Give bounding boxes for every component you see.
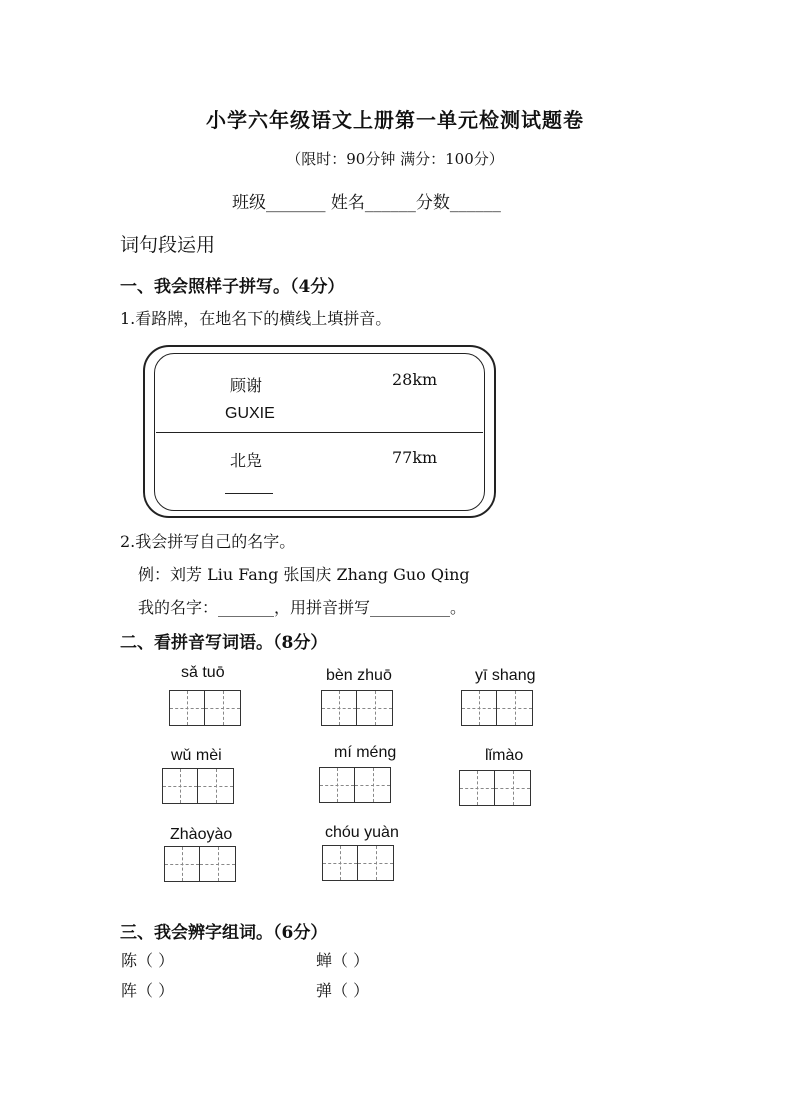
grid-cell[interactable] — [321, 690, 357, 726]
writing-grid[interactable] — [321, 690, 393, 726]
pinyin-label: bèn zhuō — [326, 667, 392, 684]
writing-grid[interactable] — [461, 690, 533, 726]
writing-grid[interactable] — [459, 770, 531, 806]
question-1-text: 1.看路牌，在地名下的横线上填拼音。 — [120, 309, 392, 328]
pinyin-label: yī shang — [475, 667, 536, 684]
pinyin-label: Zhàoyào — [170, 826, 233, 843]
grid-cell[interactable] — [200, 846, 236, 882]
time-score-info: （限时：90分钟 满分：100分） — [286, 150, 504, 168]
grid-cell[interactable] — [461, 690, 497, 726]
pinyin-label: lǐmào — [485, 747, 524, 764]
pinyin-label: mí méng — [334, 744, 397, 761]
sign-pinyin-blank[interactable] — [225, 493, 273, 494]
grid-cell[interactable] — [358, 845, 394, 881]
part3-heading: 三、我会辨字组词。（6分） — [120, 923, 328, 943]
road-sign-divider — [156, 432, 483, 433]
part1-heading: 一、我会照样子拼写。（4分） — [120, 277, 345, 297]
writing-grid[interactable] — [322, 845, 394, 881]
grid-cell[interactable] — [319, 767, 355, 803]
writing-grid[interactable] — [164, 846, 236, 882]
page-title: 小学六年级语文上册第一单元检测试题卷 — [206, 108, 584, 132]
section-title-word-sentence: 词句段运用 — [120, 234, 216, 256]
sign-place-1: 顾谢 — [230, 376, 263, 395]
grid-cell[interactable] — [459, 770, 495, 806]
sign-place-1-pinyin: GUXIE — [225, 405, 275, 422]
name-example: 例：刘芳 Liu Fang 张国庆 Zhang Guo Qing — [138, 565, 470, 584]
grid-cell[interactable] — [355, 767, 391, 803]
grid-cell[interactable] — [205, 690, 241, 726]
grid-cell[interactable] — [169, 690, 205, 726]
question-2-text: 2.我会拼写自己的名字。 — [120, 532, 296, 551]
sign-distance-1: 28km — [392, 370, 438, 389]
writing-grid[interactable] — [162, 768, 234, 804]
writing-grid[interactable] — [169, 690, 241, 726]
char-compare-item: 阵（ ） — [121, 981, 175, 1000]
grid-cell[interactable] — [495, 770, 531, 806]
grid-cell[interactable] — [198, 768, 234, 804]
sign-place-2: 北凫 — [230, 451, 263, 470]
part2-heading: 二、看拼音写词语。（8分） — [120, 633, 328, 653]
grid-cell[interactable] — [164, 846, 200, 882]
grid-cell[interactable] — [357, 690, 393, 726]
pinyin-label: chóu yuàn — [325, 824, 399, 841]
char-compare-item: 蝉（ ） — [316, 951, 370, 970]
grid-cell[interactable] — [322, 845, 358, 881]
pinyin-label: sǎ tuō — [181, 664, 225, 681]
grid-cell[interactable] — [162, 768, 198, 804]
student-info-line: 班级_______ 姓名______分数______ — [232, 193, 501, 213]
writing-grid[interactable] — [319, 767, 391, 803]
my-name-line: 我的名字：_______，用拼音拼写__________。 — [138, 598, 467, 617]
grid-cell[interactable] — [497, 690, 533, 726]
char-compare-item: 陈（ ） — [121, 951, 175, 970]
pinyin-label: wǔ mèi — [171, 747, 222, 764]
sign-distance-2: 77km — [392, 448, 438, 467]
char-compare-item: 弹（ ） — [316, 981, 370, 1000]
